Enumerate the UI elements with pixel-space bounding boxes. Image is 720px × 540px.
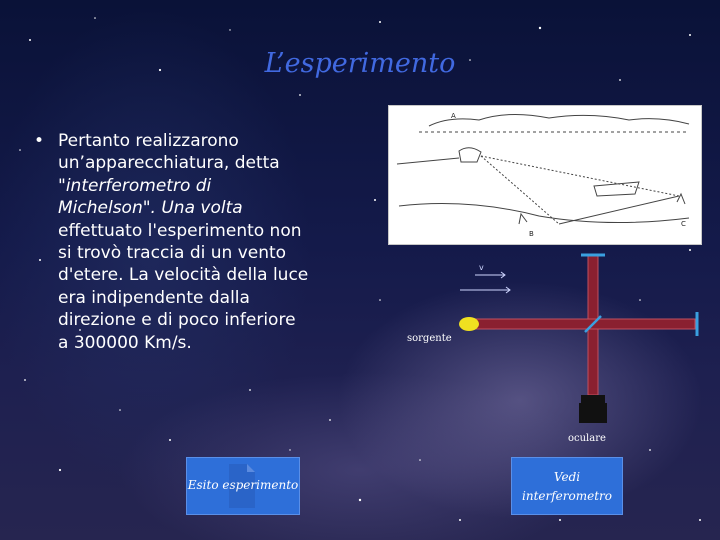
body-line: direzione e di poco inferiore	[58, 310, 296, 331]
eyepiece-label: oculare	[568, 433, 606, 444]
body-line: a 300000 Km/s.	[58, 332, 192, 353]
bullet-point: •	[34, 131, 45, 151]
light-source-icon	[459, 317, 479, 331]
body-line: effettuato l'esperimento non	[58, 220, 302, 241]
sketch-label-b: B	[529, 230, 534, 238]
eyepiece-body	[579, 403, 607, 423]
body-line: un’apparecchiatura, detta	[58, 153, 280, 174]
sketch-label-a: A	[451, 112, 456, 120]
experiment-result-label: Esito esperimento	[187, 478, 299, 492]
view-interferometer-line2: interferometro	[522, 489, 612, 503]
ether-wind-arrows-icon	[460, 272, 510, 293]
body-line: si trovò traccia di un vento	[58, 243, 287, 264]
source-label: sorgente	[407, 333, 452, 344]
experiment-result-button[interactable]	[186, 457, 300, 515]
body-line: "interferometro di	[58, 175, 212, 196]
eyepiece-icon	[581, 395, 605, 403]
horizontal-beam-arm	[475, 319, 695, 329]
body-line: Michelson". Una volta	[58, 198, 243, 219]
sketch-label-c: C	[681, 220, 686, 228]
slide-title: L’esperimento	[264, 48, 456, 79]
view-interferometer-button[interactable]	[511, 457, 623, 515]
bullet-paragraph	[34, 130, 368, 354]
velocity-label: v	[479, 263, 484, 272]
interferometer-diagram	[405, 250, 715, 445]
experiment-sketch-image	[388, 105, 702, 245]
view-interferometer-line1: Vedi	[553, 470, 581, 484]
view-interferometer-label	[512, 468, 622, 506]
body-line: d'etere. La velocità della luce	[58, 265, 309, 286]
body-line: Pertanto realizzarono	[58, 131, 239, 151]
body-line: era indipendente dalla	[58, 287, 250, 308]
sketch-drawing	[389, 106, 701, 244]
